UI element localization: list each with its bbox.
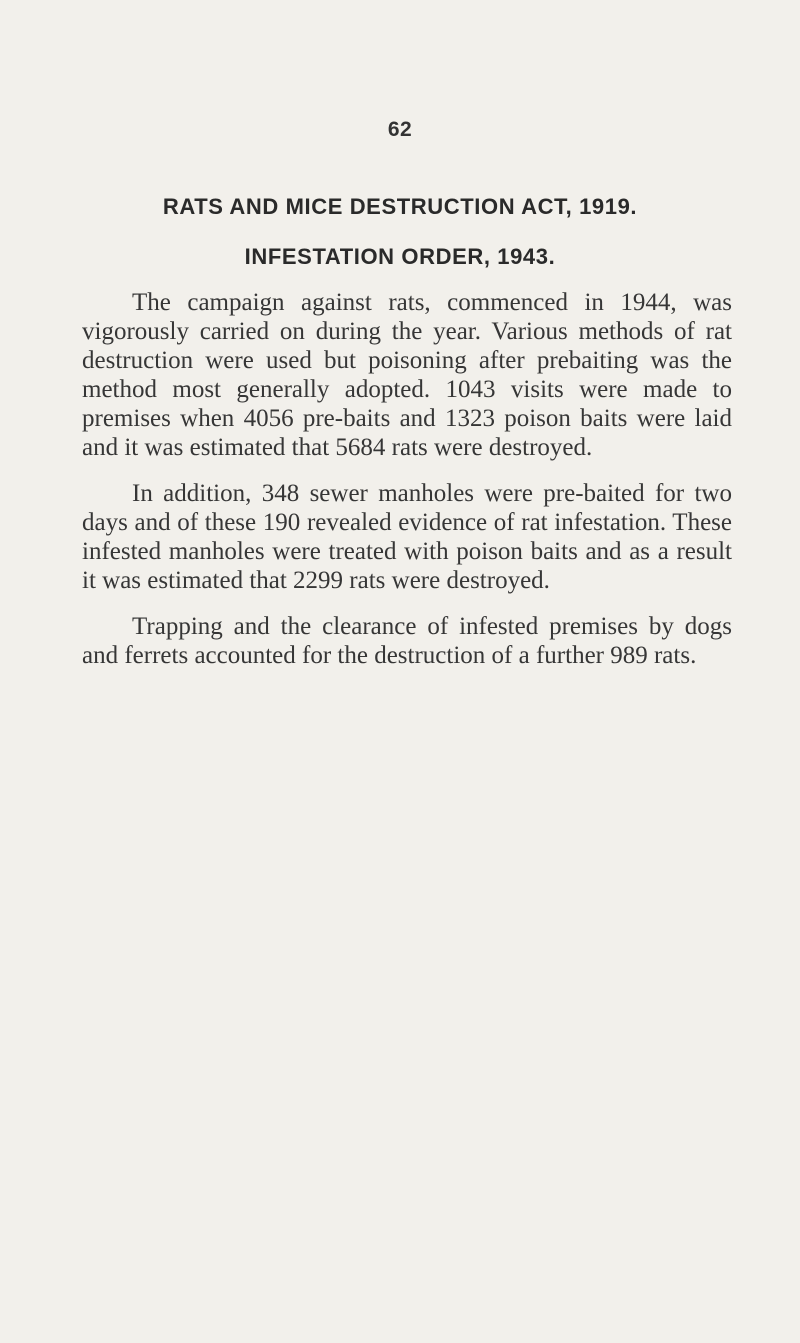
paragraph: The campaign against rats, commenced in 1944, was vigorously carried on during the year. Various methods of rat destruction were used but poisoning after prebaiting was the method most generally adopted. 1043 visits were made to premises when 4056 pre-baits and 1323 poison baits were laid and it was estimated that 5684 rats were destroyed. — [82, 289, 732, 461]
paragraph: Trapping and the clearance of infested premises by dogs and ferrets accounted for the destruction of a further 989 rats. — [82, 613, 732, 669]
body-text — [82, 288, 732, 670]
page-title: RATS AND MICE DESTRUCTION ACT, 1919. — [162, 194, 638, 219]
page-subtitle: INFESTATION ORDER, 1943. — [244, 244, 556, 269]
page-number: 62 — [387, 118, 413, 141]
paragraph: In addition, 348 sewer manholes were pre-baited for two days and of these 190 revealed evidence of rat infestation. These infested manholes were treated with poison baits and as a result it was estimated that 2299 rats were destroyed. — [82, 480, 732, 594]
